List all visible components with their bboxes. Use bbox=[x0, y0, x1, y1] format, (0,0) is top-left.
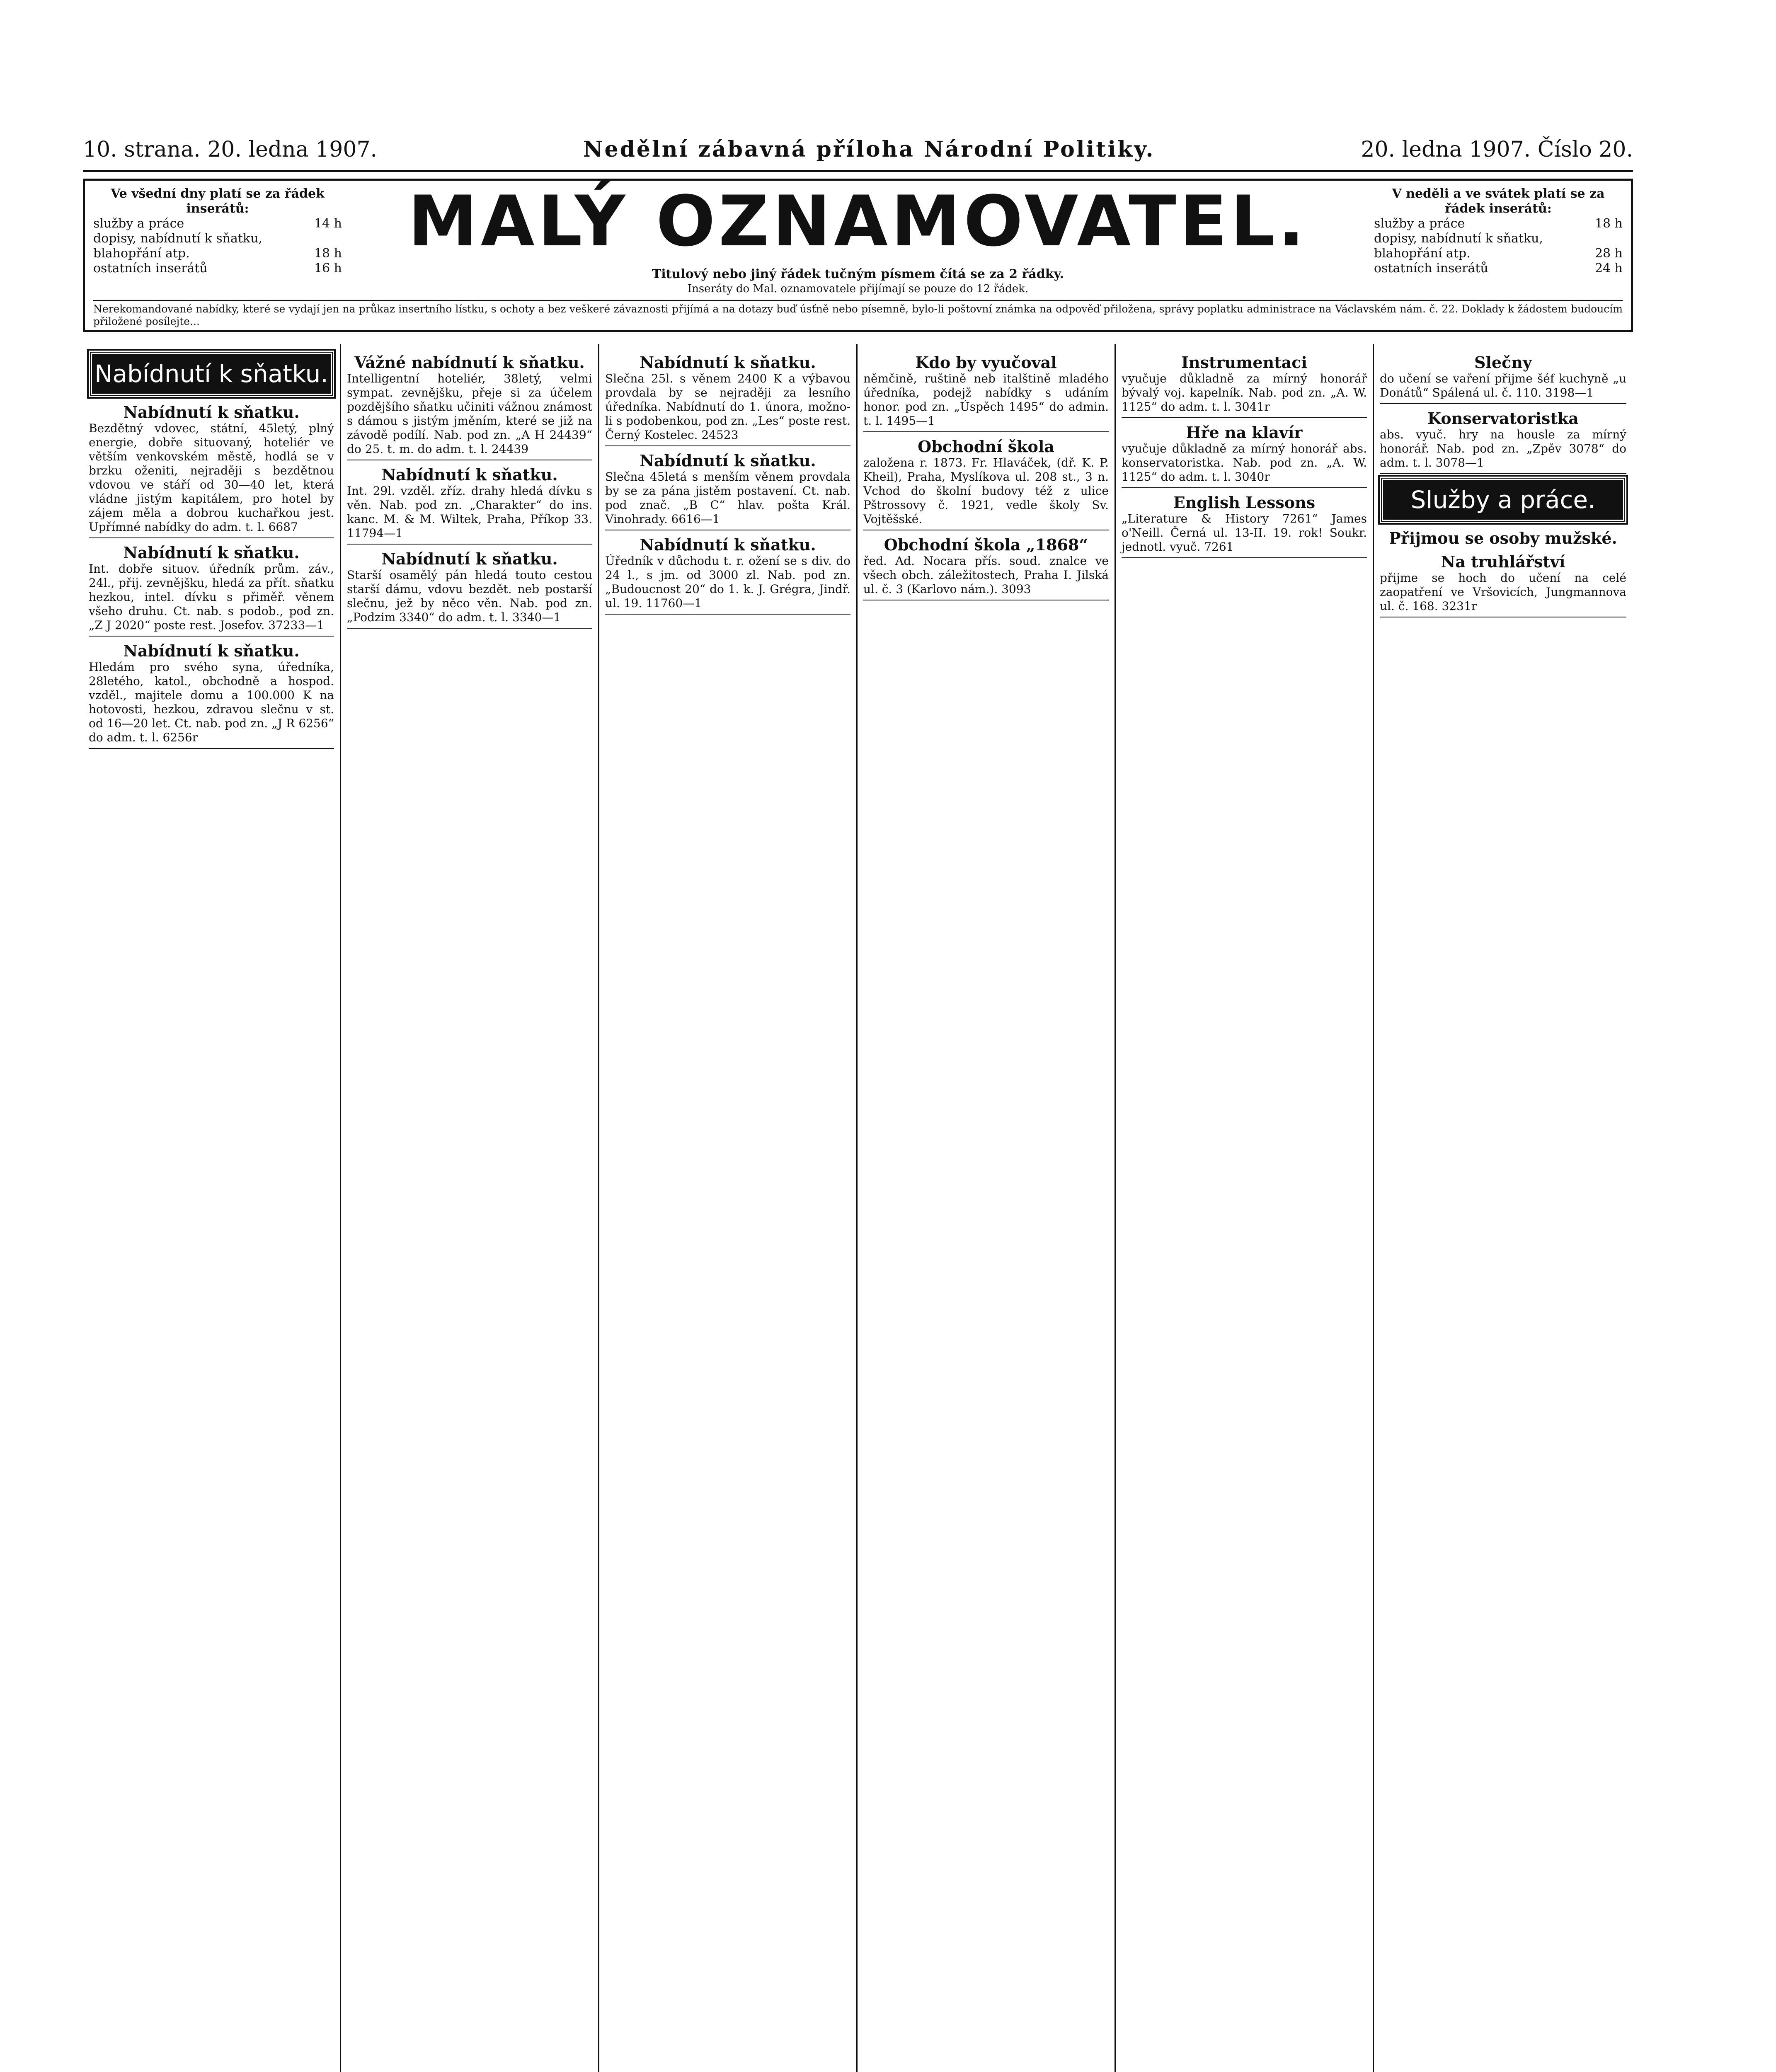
ad-heading: Vážné nabídnutí k sňatku. bbox=[354, 353, 585, 372]
ad-body: Bezdětný vdovec, státní, 45letý, plný energie, dobře situovaný, hoteliér ve větším venkovském městě, hodlá se v brzku oženiti, nejraději s bezdětnou vdovou ve stáří od 30—40 let, která vládne jistým kapitálem, pro hotel by zájem měla a dobrou kuchařkou jest. Upřímné nabídky do adm. t. l. 6687 bbox=[89, 421, 334, 538]
ad-heading: Obchodní škola „1868“ bbox=[884, 535, 1088, 554]
column-1 bbox=[83, 344, 341, 2072]
ad-body: Intelligentní hoteliér, 38letý, velmi sympat. zevnějšku, přeje si za účelem pozdějšího sňatku učiniti vážnou známost s dámou s jistým jměním, které se již na závodě podílí. Nab. pod zn. „A H 24439“ do 25. t. m. do adm. t. l. 24439 bbox=[347, 372, 592, 460]
column-4 bbox=[858, 344, 1116, 2072]
section-tag: Nabídnutí k sňatku. bbox=[89, 351, 334, 397]
ad-heading: English Lessons bbox=[1173, 493, 1316, 512]
ad-heading: Přijmou se osoby mužské. bbox=[1389, 529, 1617, 547]
rate-row: ostatních inserátů 24 h bbox=[1374, 261, 1623, 276]
ad-body: Int. dobře situov. úředník prům. záv., 24l., přij. zevnějšku, hledá za přít. sňatku hezkou, intel. dívku s přiměř. věnem všeho druhu. Ct. nab. s podob., pod zn. „Z J 2020“ poste rest. Josefov. 37233—1 bbox=[89, 562, 334, 637]
ad-columns bbox=[83, 344, 1633, 2072]
ad-body: vyučuje důkladně za mírný honorář bývalý voj. kapelník. Nab. pod zn. „A. W. 1125“ do adm. t. l. 3041r bbox=[1122, 372, 1367, 418]
ad-body: vyučuje důkladně za mírný honorář abs. konservatoristka. Nab. pod zn. „A. W. 1125“ do adm. t. l. 3040r bbox=[1122, 442, 1367, 488]
rates-sunday-header: V neděli a ve svátek platí se za řádek inserátů: bbox=[1392, 186, 1605, 216]
ad-body: Int. 29l. vzděl. zříz. drahy hledá dívku s věn. Nab. pod zn. „Charakter“ do ins. kanc. M. & M. Wiltek, Praha, Příkop 33. 11794—1 bbox=[347, 484, 592, 545]
ad-heading: Nabídnutí k sňatku. bbox=[123, 403, 300, 421]
ad-body: Hledám pro svého syna, úředníka, 28letého, katol., obchodně a hospod. vzděl., majitele domu a 100.000 K na hotovosti, hezkou, zdravou slečnu v st. od 16—20 let. Ct. nab. pod zn. „J R 6256“ do adm. t. l. 6256r bbox=[89, 660, 334, 749]
ad-heading: Konservatoristka bbox=[1427, 409, 1579, 428]
rates-weekday bbox=[93, 186, 342, 276]
column-5 bbox=[1116, 344, 1374, 2072]
ad-heading: Obchodní škola bbox=[918, 437, 1054, 456]
section-tag: Služby a práce. bbox=[1380, 477, 1626, 523]
column-6 bbox=[1374, 344, 1632, 2072]
ad-heading: Nabídnutí k sňatku. bbox=[640, 535, 816, 554]
column-3 bbox=[599, 344, 858, 2072]
ad-heading: Nabídnutí k sňatku. bbox=[381, 465, 558, 484]
rates-sunday bbox=[1374, 186, 1623, 276]
ad-heading: Nabídnutí k sňatku. bbox=[123, 543, 300, 562]
rate-row: služby a práce 18 h bbox=[1374, 216, 1623, 231]
rate-row: ostatních inserátů 16 h bbox=[93, 261, 342, 276]
ad-body: Starší osamělý pán hledá touto cestou starší dámu, vdovu bezdět. neb postarší slečnu, jež by něco věn. Nab. pod zn. „Podzim 3340“ do adm. t. l. 3340—1 bbox=[347, 568, 592, 629]
rate-row: blahopřání atp. 18 h bbox=[93, 246, 342, 261]
ad-heading: Kdo by vyučoval bbox=[915, 353, 1057, 372]
rate-row: služby a práce 14 h bbox=[93, 216, 342, 231]
rates-weekday-header: Ve všední dny platí se za řádek inserátů: bbox=[111, 186, 325, 216]
header-right: 20. ledna 1907. Číslo 20. bbox=[1361, 137, 1633, 162]
ad-body: Slečna 45letá s menším věnem provdala by se za pána jistěm postavení. Ct. nab. pod znač. „B C“ hlav. pošta Král. Vinohrady. 6616—1 bbox=[605, 470, 850, 530]
administration-notice: Nerekomandované nabídky, které se vydají jen na průkaz insertního lístku, s ochoty a bez veškeré závaznosti přijímá a na dotazy buď úsťně nebo písemně, bylo-li poštovní známka na odpověď přiložena, správy poplatku administrace na Václavském nám. č. 22. Doklady k žádostem budoucím přiložené posílejte... bbox=[93, 300, 1623, 328]
ad-body: přijme se hoch do učení na celé zaopatření ve Vršovicích, Jungmannova ul. č. 168. 3231r bbox=[1380, 571, 1626, 617]
ad-body: řed. Ad. Nocara přís. soud. znalce ve všech obch. záležitostech, Praha I. Jilská ul. č. 3 (Karlovo nám.). 3093 bbox=[863, 554, 1109, 600]
ad-heading: Nabídnutí k sňatku. bbox=[381, 549, 558, 568]
ad-body: založena r. 1873. Fr. Hlaváček, (dř. K. P. Kheil), Praha, Myslíkova ul. 208 st., 3 n. Vchod do školní budovy též z ulice Pštrossovy č. 1921, vedle školy Sv. Vojtěšské. bbox=[863, 456, 1109, 530]
ad-heading: Nabídnutí k sňatku. bbox=[640, 451, 816, 470]
rate-row: dopisy, nabídnutí k sňatku, bbox=[93, 231, 262, 246]
ad-heading: Instrumentaci bbox=[1181, 353, 1307, 372]
running-header bbox=[83, 137, 1633, 172]
ad-heading: Slečny bbox=[1474, 353, 1532, 372]
header-center: Nedělní zábavná příloha Národní Politiky. bbox=[583, 137, 1155, 162]
ad-body: Úředník v důchodu t. r. ožení se s div. do 24 l., s jm. od 3000 zl. Nab. pod zn. „Budoucnost 20“ do 1. k. J. Grégra, Jindř. ul. 19. 11760—1 bbox=[605, 554, 850, 615]
section-subtitle-2: Inseráty do Mal. oznamovatele přijímají se pouze do 12 řádek. bbox=[687, 283, 1029, 295]
ad-heading: Nabídnutí k sňatku. bbox=[123, 641, 300, 660]
rate-row: blahopřání atp. 28 h bbox=[1374, 246, 1623, 261]
ad-body: „Literature & History 7261“ James o'Neill. Černá ul. 13-II. 19. rok! Soukr. jednotl. vyuč. 7261 bbox=[1122, 512, 1367, 558]
section-title: MALÝ OZNAMOVATEL. bbox=[408, 181, 1308, 262]
ad-heading: Nabídnutí k sňatku. bbox=[640, 353, 816, 372]
classified-banner bbox=[83, 179, 1633, 332]
column-2 bbox=[341, 344, 599, 2072]
ad-heading: Hře na klavír bbox=[1186, 423, 1303, 442]
ad-body: do učení se vaření přijme šéf kuchyně „u Donátů“ Spálená ul. č. 110. 3198—1 bbox=[1380, 372, 1626, 404]
section-subtitle: Titulový nebo jiný řádek tučným písmem čítá se za 2 řádky. bbox=[652, 267, 1064, 281]
header-left: 10. strana. 20. ledna 1907. bbox=[83, 137, 378, 162]
ad-body: abs. vyuč. hry na housle za mírný honorář. Nab. pod zn. „Zpěv 3078“ do adm. t. l. 3078—1 bbox=[1380, 428, 1626, 474]
newspaper-page bbox=[83, 137, 1633, 2072]
ad-body: němčině, ruštině neb italštině mladého úředníka, podejž nabídky s udáním honor. pod zn. „Úspěch 1495“ do admin. t. l. 1495—1 bbox=[863, 372, 1109, 432]
ad-heading: Na truhlářství bbox=[1441, 552, 1565, 571]
rate-row: dopisy, nabídnutí k sňatku, bbox=[1374, 231, 1543, 246]
ad-body: Slečna 25l. s věnem 2400 K a výbavou provdala by se nejraději za lesního úředníka. Nabídnutí do 1. února, možno-li s podobenkou, pod zn. „Les“ poste rest. Černý Kostelec. 24523 bbox=[605, 372, 850, 446]
